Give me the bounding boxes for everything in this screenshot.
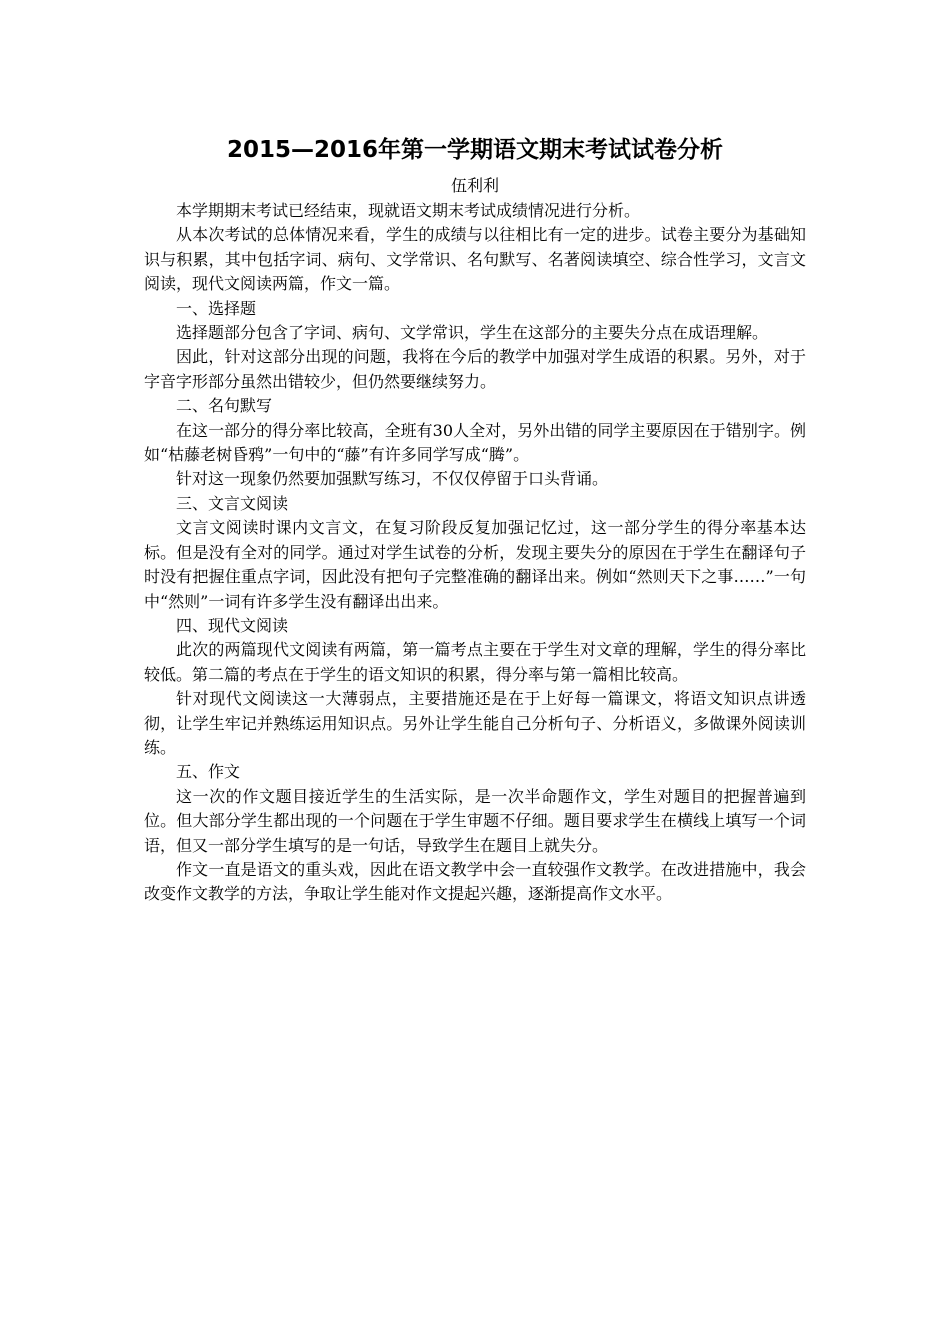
section-heading: 一、选择题 (176, 298, 257, 318)
document-body (144, 133, 806, 907)
paragraph: 从本次考试的总体情况来看，学生的成绩与以往相比有一定的进步。试卷主要分为基础知识与积累，其中包括字词、病句、文学常识、名句默写、名著阅读填空、综合性学习，文言文阅读，现代文阅读两篇，作文一篇。 (144, 225, 806, 294)
paragraph: 在这一部分的得分率比较高，全班有30人全对，另外出错的同学主要原因在于错别字。例如“枯藤老树昏鸦”一句中的“藤”有许多同学写成“腾”。 (144, 420, 806, 465)
paragraph: 这一次的作文题目接近学生的生活实际，是一次半命题作文，学生对题目的把握普遍到位。但大部分学生都出现的一个问题在于学生审题不仔细。题目要求学生在横线上填写一个词语，但又一部分学生填写的是一句话，导致学生在题目上就失分。 (144, 786, 806, 855)
paragraph: 文言文阅读时课内文言文，在复习阶段反复加强记忆过，这一部分学生的得分率基本达标。但是没有全对的同学。通过对学生试卷的分析，发现主要失分的原因在于学生在翻译句子时没有把握住重点字词，因此没有把句子完整准确的翻译出来。例如“然则天下之事……”一句中“然则”一词有许多学生没有翻译出出来。 (144, 518, 806, 611)
page-title: 2015—2016年第一学期语文期末考试试卷分析 (226, 137, 724, 163)
paragraph: 选择题部分包含了字词、病句、文学常识，学生在这部分的主要失分点在成语理解。 (176, 323, 769, 343)
section-heading: 三、文言文阅读 (176, 493, 289, 513)
paragraph: 针对这一现象仍然要加强默写练习，不仅仅停留于口头背诵。 (176, 469, 609, 489)
paragraph: 作文一直是语文的重头戏，因此在语文教学中会一直较强作文教学。在改进措施中，我会改变作文教学的方法，争取让学生能对作文提起兴趣，逐渐提高作文水平。 (144, 859, 806, 904)
paragraph: 针对现代文阅读这一大薄弱点，主要措施还是在于上好每一篇课文，将语文知识点讲透彻，让学生牢记并熟练运用知识点。另外让学生能自己分析句子、分析语义，多做课外阅读训练。 (144, 689, 806, 757)
paragraph: 此次的两篇现代文阅读有两篇，第一篇考点主要在于学生对文章的理解，学生的得分率比较低。第二篇的考点在于学生的语文知识的积累，得分率与第一篇相比较高。 (144, 640, 806, 684)
section-heading: 四、现代文阅读 (176, 615, 289, 635)
section-heading: 五、作文 (176, 762, 241, 782)
section-heading: 二、名句默写 (176, 396, 273, 416)
paragraph: 因此，针对这部分出现的问题，我将在今后的教学中加强对学生成语的积累。另外，对于字音字形部分虽然出错较少，但仍然要继续努力。 (144, 347, 806, 391)
author-name: 伍利利 (450, 176, 499, 195)
paragraph: 本学期期末考试已经结束，现就语文期末考试成绩情况进行分析。 (176, 201, 641, 220)
